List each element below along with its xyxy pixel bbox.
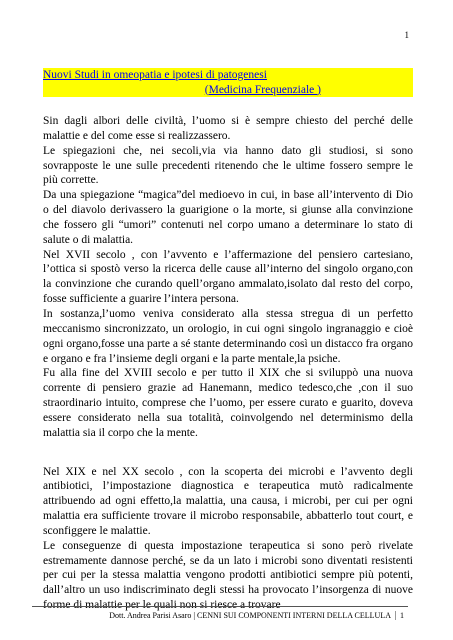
footer-separator: | <box>193 611 196 620</box>
footer-author: Dott. Andrea Parisi Asaro <box>109 611 192 620</box>
paragraph: Da una spiegazione “magica”del medioevo in cui, in base all’intervento di Dio o del diavolo derivassero la guarigione o la morte, si giunse alla convinzione che fossero gli “umori” contenuti nel corpo umano a determinare lo stato di salute o di malattia. <box>43 189 413 246</box>
title-line-1: Nuovi Studi in omeopatia e ipotesi di patogenesi <box>43 69 267 81</box>
document-title <box>43 68 413 97</box>
title-line-2: (Medicina Frequenziale ) <box>204 83 321 96</box>
paragraph: Nel XIX e nel XX secolo , con la scoperta dei microbi e l’avvento degli antibiotici, l’impostazione diagnostica e terapeutica mutò radicalmente attribuendo ad ogni effetto,la malattia, una causa, i microbi, per cui per ogni malattia era sufficiente trovare il microbo responsabile, abbatterlo tout court, e sconfiggere le malattie. <box>43 465 413 537</box>
page-footer <box>32 606 408 620</box>
paragraph: Fu alla fine del XVIII secolo e per tutto il XIX che si sviluppò una nuova corrente di pensiero grazie ad Hanemann, medico tedesco,che ,con il suo straordinario intuito, comprese che l’uomo, per essere curato e guarito, doveva essere considerato nella sua totalità, coinvolgendo nel determinismo della malattia sia il corpo che la mente. <box>43 367 413 439</box>
footer-doc-title: CENNI SUI COMPONENTI INTERNI DELLA CELLULA <box>197 611 391 620</box>
paragraph: Sin dagli albori delle civiltà, l’uomo si è sempre chiesto del perché delle malattie e del come esse si realizzassero. <box>43 115 413 142</box>
paragraph: In sostanza,l’uomo veniva considerato alla stessa stregua di un perfetto meccanismo sincronizzato, un orologio, in cui ogni singolo ingranaggio e cioè ogni organo,fosse una parte a sé stante determinando così un distacco fra organo e organo e fra l’insieme degli organi e la parte mentale,la psiche. <box>43 307 413 365</box>
paragraph: Le spiegazioni che, nei secoli,via via hanno dato gli studiosi, si sono sovrapposte le une sulle precedenti ritenendo che le ultime fossero sempre le più corrette. <box>43 144 413 187</box>
header-page-number: 1 <box>404 30 409 40</box>
footer-page-number: 1 <box>395 611 408 620</box>
paragraph: Le conseguenze di questa impostazione terapeutica si sono però rivelate estremamente dannose perché, se da un lato i microbi sono diventati resistenti per cui per la stessa malattia vengono prodotti antibiotici sempre più potenti, dall’altro un uso indiscriminato degli stessi ha provocato l’insorgenza di nuove forme di malattie per le quali non si riesce a trovare <box>43 539 413 612</box>
document-body <box>43 68 413 613</box>
paragraph: Nel XVII secolo , con l’avvento e l’affermazione del pensiero cartesiano, l’ottica si spostò verso la ricerca delle cause all’interno del singolo organo,con la convinzione che curando quell’organo ammalato,isolato dal resto del corpo, fosse sufficiente a guarire l’intera persona. <box>43 248 413 306</box>
